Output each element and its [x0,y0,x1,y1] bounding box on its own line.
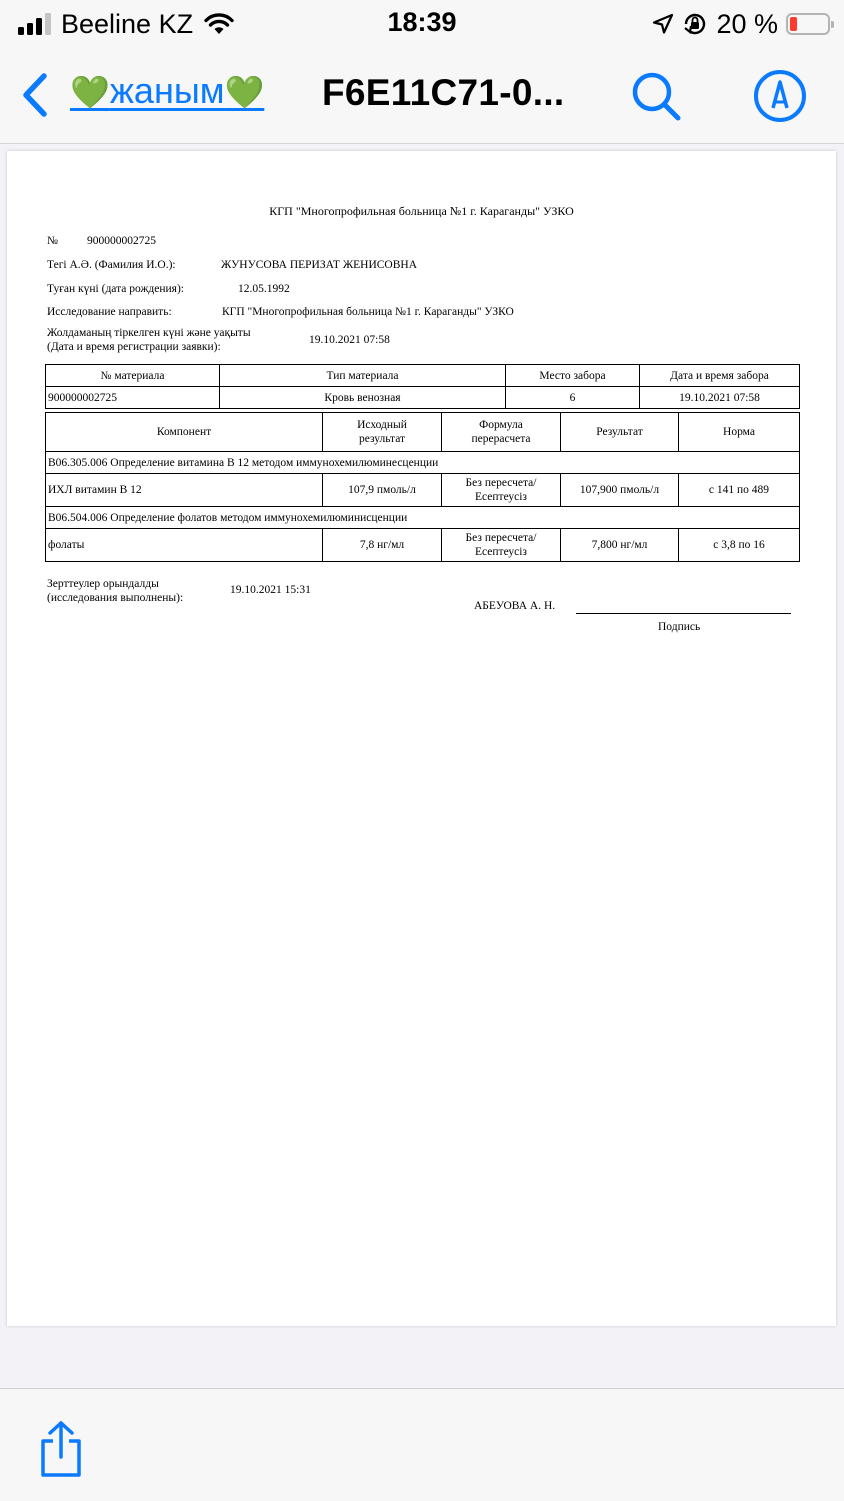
table-header-cell: Место забора [506,365,640,387]
section-row [46,507,800,529]
table-header-cell: Тип материала [220,365,506,387]
battery-icon [786,13,830,35]
signer-name: АБЕУОВА А. Н. [474,600,556,612]
carrier-name: Beeline KZ [61,8,194,39]
bottom-toolbar [0,1388,844,1501]
result-cell: 107,900 пмоль/л [561,474,679,507]
table-cell: 19.10.2021 07:58 [640,387,800,409]
share-icon[interactable] [38,1419,84,1479]
table-cell: Кровь венозная [220,387,506,409]
registration-label-kz: Жолдаманың тіркелген күні және уақыты [47,327,251,339]
component-cell: ИХЛ витамин В 12 [46,474,323,507]
green-heart-emoji: 💚 [224,74,265,110]
patient-name-label: Тегі А.Ә. (Фамилия И.О.): [47,259,176,271]
formula-line: Есептеусіз [475,546,527,558]
back-button-label: жаным [109,70,225,111]
table-header-cell: № материала [46,365,220,387]
norm-cell: с 141 по 489 [679,474,800,507]
signature-caption: Подпись [658,621,701,633]
hospital-title: КГП "Многопрофильная больница №1 г. Караганды" УЗКО [269,204,574,218]
direct-label: Исследование направить: [47,306,172,318]
dob-field [47,283,290,295]
completed-value: 19.10.2021 15:31 [230,584,311,596]
section-row [46,452,800,474]
number-value: 900000002725 [87,235,156,247]
status-time: 18:39 [387,7,457,37]
patient-name-value: ЖУНУСОВА ПЕРИЗАТ ЖЕНИСОВНА [221,259,418,271]
norm-cell: с 3,8 по 16 [679,529,800,562]
formula-line: Есептеусіз [475,491,527,503]
table-row [46,387,800,409]
markup-pen-icon[interactable] [752,68,808,124]
formula-line: Без пересчета/ [465,477,537,489]
header-line: Исходный [357,419,407,431]
battery-level-fill [790,17,797,31]
green-heart-emoji: 💚 [70,74,110,110]
completed-label [47,577,183,605]
initial-result-cell: 107,9 пмоль/л [323,474,442,507]
header-line: результат [358,433,406,445]
section-title: В06.305.006 Определение витамина В 12 методом иммунохемилюминесценции [46,452,800,474]
patient-name-field [47,259,418,271]
dob-value: 12.05.1992 [238,283,290,295]
formula-cell [442,529,561,562]
number-label: № [47,235,58,247]
registration-label-ru: (Дата и время регистрации заявки): [47,341,221,353]
table-header-cell: Дата и время забора [640,365,800,387]
status-bar [0,0,844,48]
completed-label-kz: Зерттеулер орындалды [47,578,159,590]
material-table [45,364,800,409]
direct-field [47,306,514,318]
result-cell: 7,800 нг/мл [561,529,679,562]
table-row [46,529,800,562]
battery-nub [831,21,834,28]
dob-label: Туған күні (дата рождения): [47,283,184,295]
number-field [47,235,156,247]
signature-line [576,613,791,614]
status-right [652,8,830,40]
orientation-lock-icon [682,11,708,37]
table-cell: 900000002725 [46,387,220,409]
chevron-left-icon[interactable] [14,70,54,120]
table-header-cell [442,413,561,452]
formula-cell [442,474,561,507]
location-arrow-icon [652,13,674,35]
direct-value: КГП "Многопрофильная больница №1 г. Караганды" УЗКО [222,306,514,318]
back-button[interactable] [70,70,264,112]
results-table-header [46,413,800,452]
material-table-header [46,365,800,387]
table-header-cell [323,413,442,452]
formula-line: Без пересчета/ [465,532,537,544]
table-cell: 6 [506,387,640,409]
document-page [7,151,836,1326]
registration-value: 19.10.2021 07:58 [309,334,390,346]
table-row [46,474,800,507]
section-title: В06.504.006 Определение фолатов методом иммунохемилюминисценции [46,507,800,529]
results-table [45,412,800,562]
table-header-cell: Результат [561,413,679,452]
document-title: F6E11C71-0... [322,72,565,113]
nav-bar [0,48,844,144]
header-line: перерасчета [471,433,531,445]
initial-result-cell: 7,8 нг/мл [323,529,442,562]
battery-percent: 20 % [716,8,778,39]
header-line: Формула [479,419,523,431]
table-header-cell: Норма [679,413,800,452]
search-icon[interactable] [628,68,684,124]
component-cell: фолаты [46,529,323,562]
completed-label-ru: (исследования выполнены): [47,592,184,604]
table-header-cell: Компонент [46,413,323,452]
registration-label [47,326,251,354]
